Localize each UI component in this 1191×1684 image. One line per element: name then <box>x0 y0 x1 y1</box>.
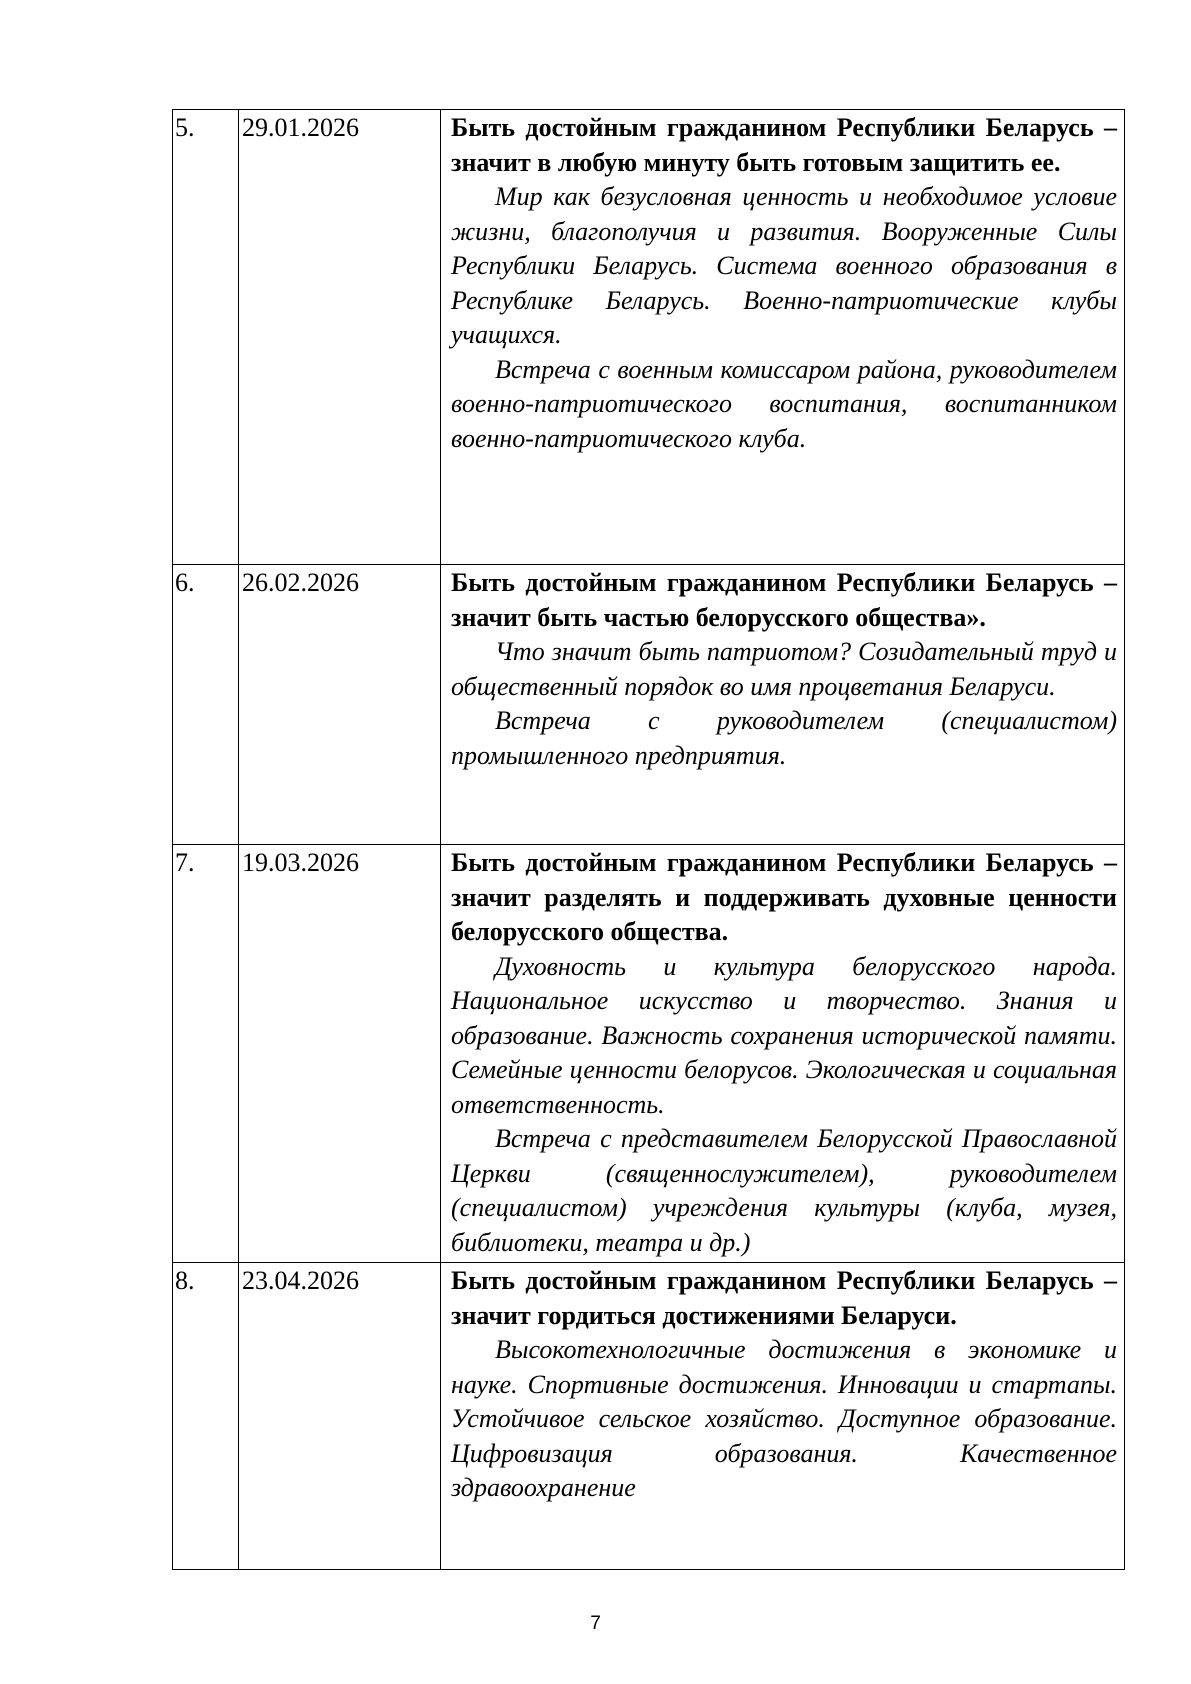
row-date: 19.03.2026 <box>242 848 359 877</box>
topic-description: Мир как безусловная ценность и необходимое условие жизни, благополучия и развития. Вооруженные Силы Республики Беларусь. Система военного образования в Республике Беларусь. Военно-патриотические клубы учащихся. <box>451 182 1117 349</box>
topic-title: Быть достойным гражданином Республики Беларусь – значит в любую минуту быть готовым защитить ее. <box>451 113 1117 177</box>
topic-title: Быть достойным гражданином Республики Беларусь – значит быть частью белорусского общества». <box>451 568 1117 632</box>
topic-description: Высокотехнологичные достижения в экономике и науке. Спортивные достижения. Инновации и стартапы. Устойчивое сельское хозяйство. Доступное образование. Цифровизация образования. Качественное здравоохранение <box>451 1335 1117 1502</box>
row-number: 7. <box>175 848 195 877</box>
row-number-cell <box>173 845 239 1263</box>
row-topic-cell <box>441 1263 1125 1570</box>
row-date: 29.01.2026 <box>242 113 359 142</box>
table-row <box>173 565 1125 845</box>
row-date: 26.02.2026 <box>242 568 359 597</box>
topic-meeting: Встреча с военным комиссаром района, руководителем военно-патриотического воспитания, воспитанником военно-патриотического клуба. <box>451 354 1117 453</box>
topic-description: Духовность и культура белорусского народа. Национальное искусство и творчество. Знания и образование. Важность сохранения исторической памяти. Семейные ценности белорусов. Экологическая и социальная ответственность. <box>451 951 1117 1119</box>
row-topic-cell <box>441 565 1125 845</box>
topic-title: Быть достойным гражданином Республики Беларусь – значит разделять и поддерживать духовные ценности белорусского общества. <box>451 848 1117 946</box>
table-row <box>173 1263 1125 1570</box>
row-number: 5. <box>175 113 195 142</box>
row-date-cell <box>239 1263 441 1570</box>
schedule-table <box>172 109 1125 1570</box>
row-number: 8. <box>175 1266 195 1295</box>
row-date-cell <box>239 845 441 1263</box>
row-date-cell <box>239 110 441 565</box>
row-topic-cell <box>441 845 1125 1263</box>
topic-meeting: Встреча с представителем Белорусской Православной Церкви (священнослужителем), руководителем (специалистом) учреждения культуры (клуба, музея, библиотеки, театра и др.) <box>451 1124 1117 1257</box>
row-date-cell <box>239 565 441 845</box>
page-number: 7 <box>590 1613 601 1634</box>
row-number-cell <box>173 110 239 565</box>
row-number: 6. <box>175 568 195 597</box>
row-topic-cell <box>441 110 1125 565</box>
topic-description: Что значит быть патриотом? Созидательный труд и общественный порядок во имя процветания Беларуси. <box>451 637 1117 701</box>
table-row <box>173 845 1125 1263</box>
row-number-cell <box>173 565 239 845</box>
topic-title: Быть достойным гражданином Республики Беларусь – значит гордиться достижениями Беларуси. <box>451 1266 1117 1330</box>
row-number-cell <box>173 1263 239 1570</box>
topic-meeting: Встреча с руководителем (специалистом) промышленного предприятия. <box>451 706 1117 770</box>
row-date: 23.04.2026 <box>242 1266 359 1295</box>
table-row <box>173 110 1125 565</box>
